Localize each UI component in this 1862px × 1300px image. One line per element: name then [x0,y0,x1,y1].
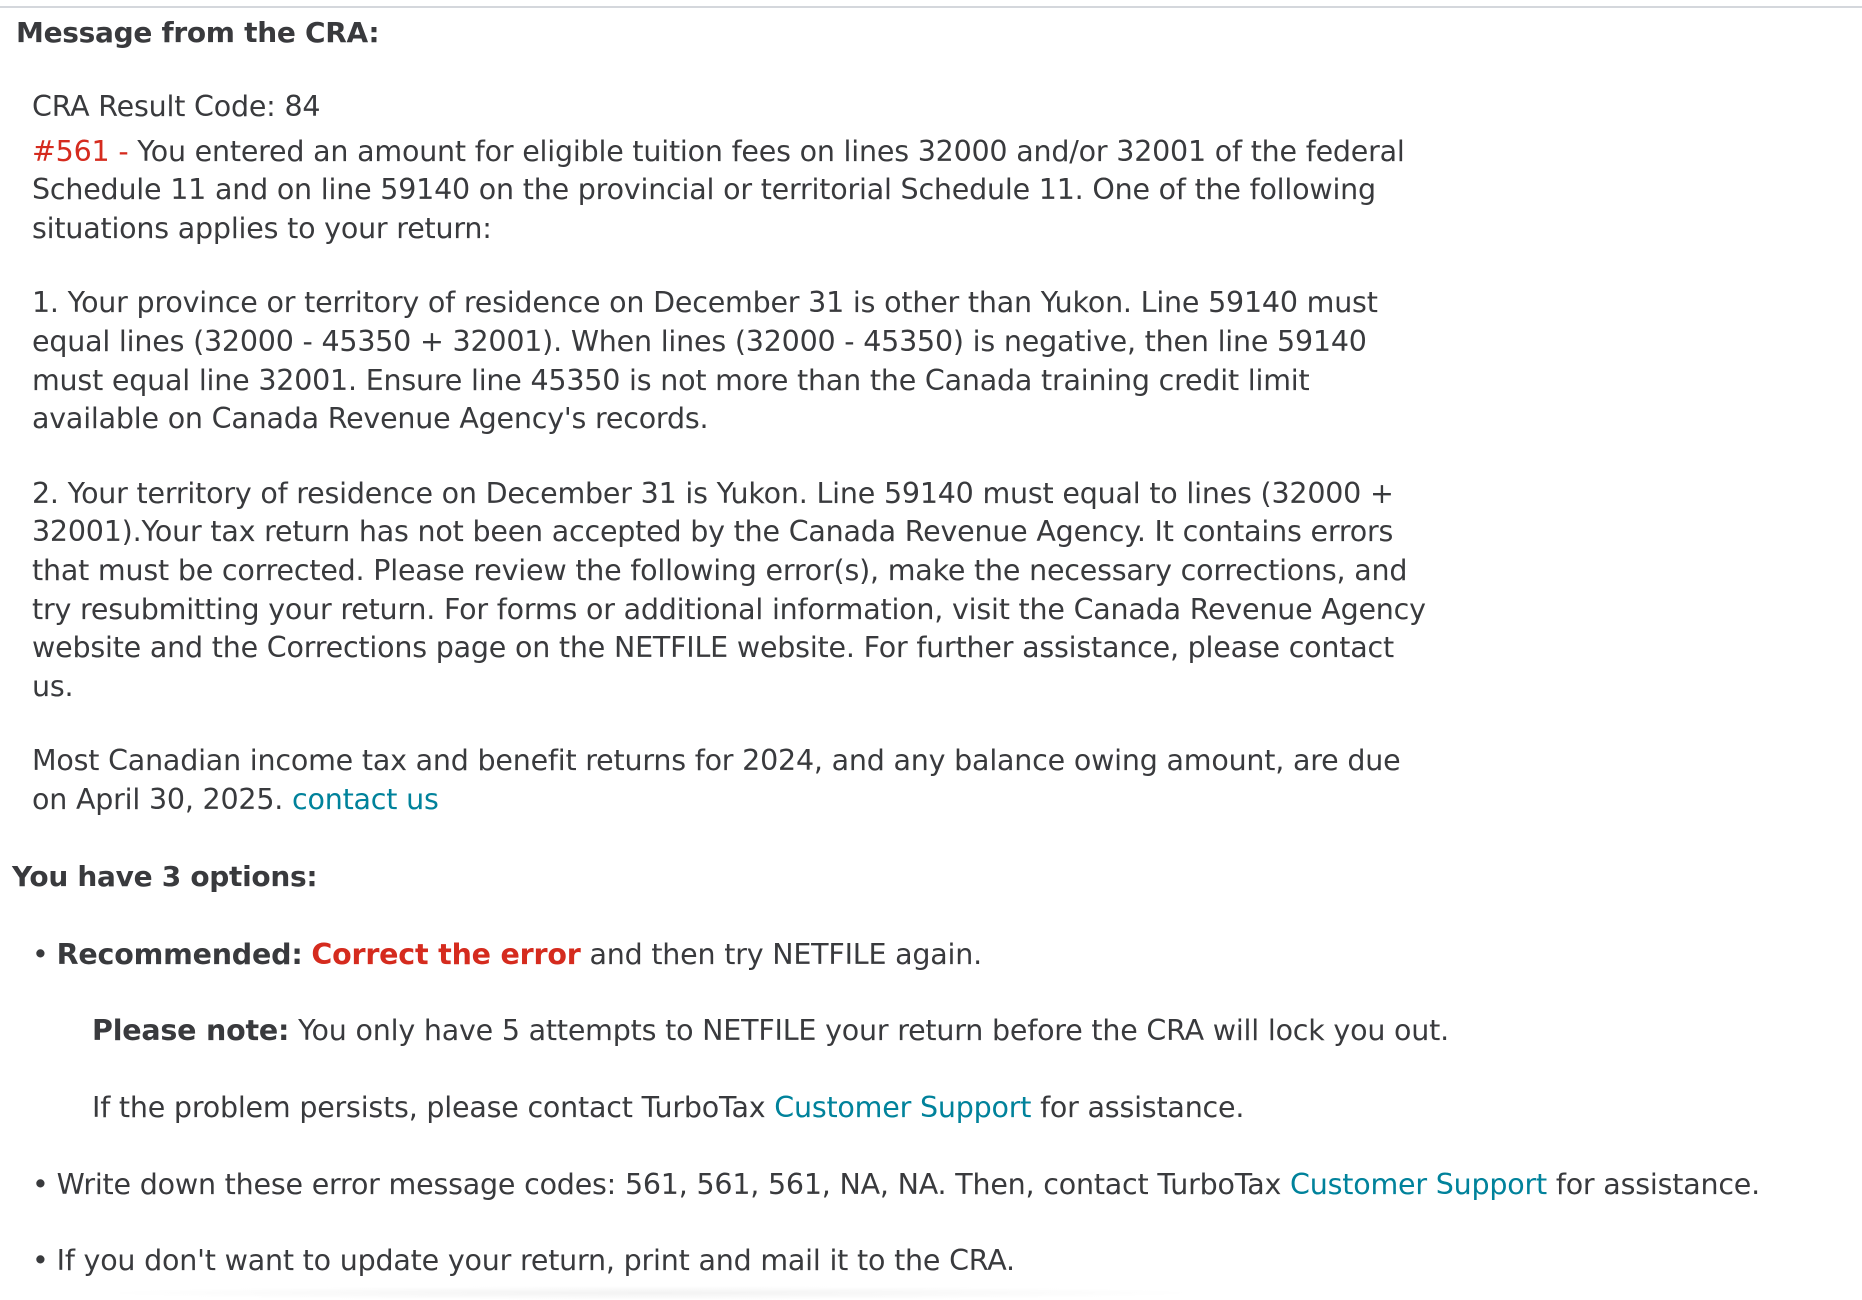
bullet-icon: • [32,1168,49,1201]
bullet-icon: • [32,1244,49,1277]
persist-text: If the problem persists, please contact TurboTax [92,1091,775,1124]
problem-persists [92,1090,1244,1126]
error-description [32,133,1432,249]
option-2-text: Write down these error message codes: 561, 561, 561, NA, NA. Then, contact TurboTax [56,1168,1291,1201]
options-heading: You have 3 options: [12,860,318,893]
error-text: You entered an amount for eligible tuition fees on lines 32000 and/or 32001 of the federal Schedule 11 and on line 59140 on the provincial or territorial Schedule 11. One of the following situations applies to your return: [32,134,1405,245]
note-label: Please note: [92,1014,290,1047]
cra-message [32,88,1432,856]
option-recommended [32,937,982,973]
due-date-notice [32,742,1432,819]
customer-support-link[interactable]: Customer Support [1290,1168,1547,1201]
recommended-label: Recommended: [56,938,303,971]
contact-us-link[interactable]: contact us [292,782,439,816]
option-2-rest: for assistance. [1547,1168,1760,1201]
bottom-shadow [90,1286,1210,1300]
message-heading: Message from the CRA: [16,16,380,49]
option-write-codes [32,1167,1760,1203]
bullet-icon: • [32,938,49,971]
please-note [92,1013,1449,1049]
persist-rest: for assistance. [1031,1091,1245,1124]
correct-error-link[interactable]: Correct the error [311,938,581,971]
error-code: #561 - [32,134,129,168]
customer-support-link[interactable]: Customer Support [774,1091,1032,1124]
situation-2: 2. Your territory of residence on December 31 is Yukon. Line 59140 must equal to lines (32000 + 32001).Your tax return has not been accepted by the Canada Revenue Agency. It contains errors that must be corrected. Please review the following error(s), make the necessary corrections, and try resubmitting your return. For forms or additional information, visit the Canada Revenue Agency website and the Corrections page on the NETFILE website. For further assistance, please contact us. [32,476,1426,703]
situation-1: 1. Your province or territory of residence on December 31 is other than Yukon. Line 59140 must equal lines (32000 - 45350 + 32001). When lines (32000 - 45350) is negative, then line 59140 must equal line 32001. Ensure line 45350 is not more than the Canada training credit limit available on Canada Revenue Agency's records. [32,286,1378,436]
option-print-mail [32,1243,1015,1279]
result-code: CRA Result Code: 84 [32,90,321,123]
note-text: You only have 5 attempts to NETFILE your return before the CRA will lock you out. [289,1014,1449,1047]
option-1-text: and then try NETFILE again. [580,938,982,971]
due-text: Most Canadian income tax and benefit returns for 2024, and any balance owing amount, are due on April 30, 2025. [32,744,1401,816]
top-divider [0,6,1862,8]
option-3-text: If you don't want to update your return, print and mail it to the CRA. [56,1244,1015,1277]
